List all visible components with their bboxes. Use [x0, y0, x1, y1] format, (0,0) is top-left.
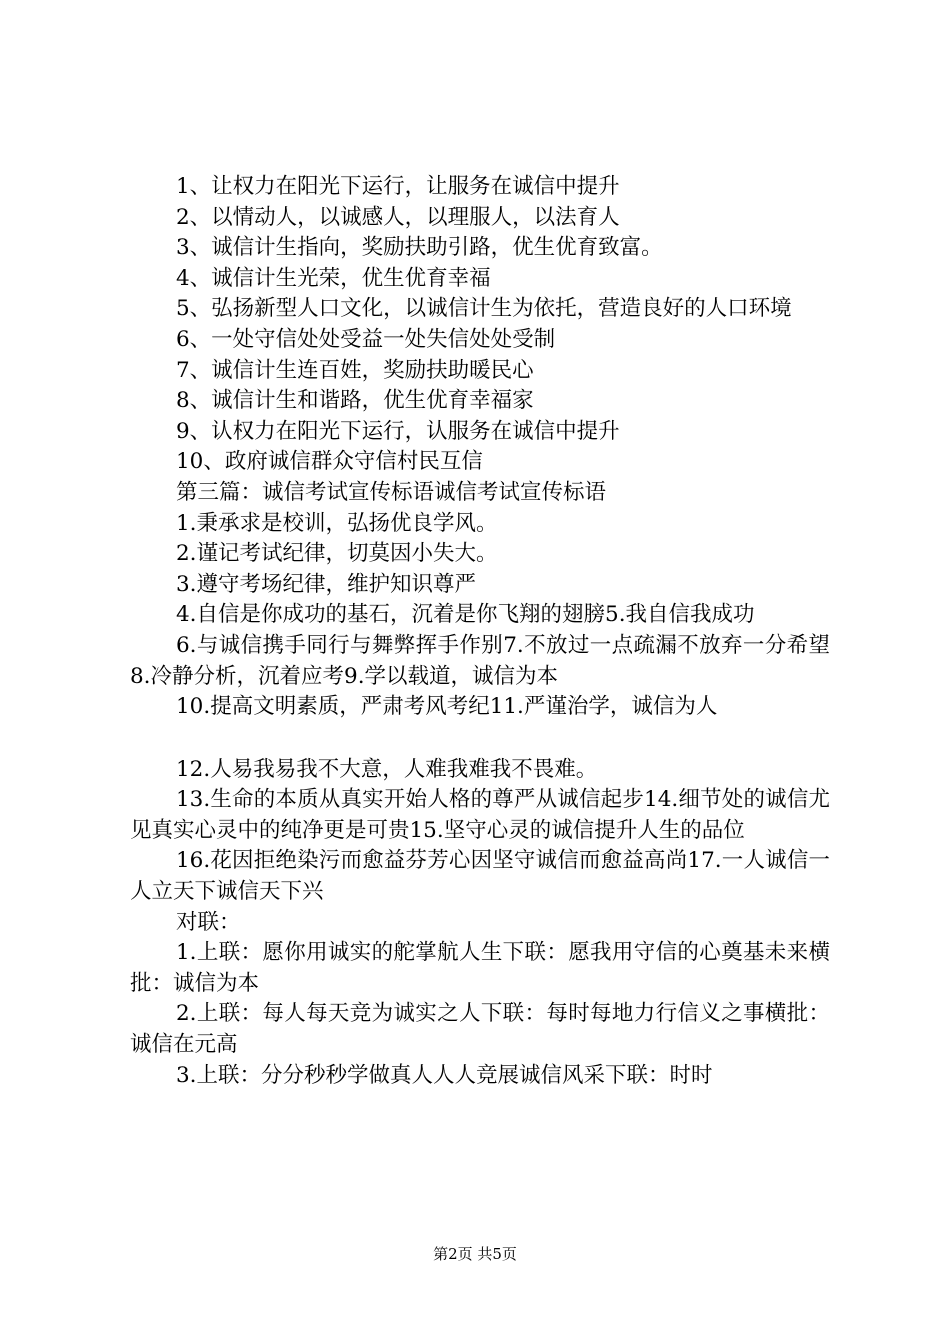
paragraph: 2.上联：每人每天竞为诚实之人下联：每时每地力行信义之事横批：诚信在元高 — [130, 1001, 830, 1058]
paragraph: 1、让权力在阳光下运行，让服务在诚信中提升 — [176, 174, 620, 199]
paragraph: 5、弘扬新型人口文化，以诚信计生为依托，营造良好的人口环境 — [176, 296, 792, 322]
paragraph: 2、以情动人，以诚感人，以理服人，以法育人 — [176, 204, 620, 230]
paragraph-group-bottom — [130, 755, 830, 1092]
paragraph: 1.秉承求是校训，弘扬优良学风。 — [176, 510, 498, 536]
paragraph-gap — [130, 723, 830, 755]
paragraph: 3.遵守考场纪律，维护知识尊严 — [176, 571, 477, 597]
paragraph: 6.与诚信携手同行与舞弊挥手作别7.不放过一点疏漏不放弃一分希望8.冷静分析，沉着应考9.学以载道，诚信为本 — [130, 632, 830, 689]
paragraph: 对联： — [176, 909, 241, 935]
paragraph: 6、一处守信处处受益一处失信处处受制 — [176, 326, 556, 352]
paragraph: 10、政府诚信群众守信村民互信 — [176, 449, 483, 475]
paragraph: 16.花因拒绝染污而愈益芬芳心因坚守诚信而愈益高尚17.一人诚信一人立天下诚信天下兴 — [130, 848, 830, 905]
page-number-footer: 第2页 共5页 — [433, 1245, 517, 1263]
paragraph: 4.自信是你成功的基石，沉着是你飞翔的翅膀5.我自信我成功 — [176, 602, 755, 628]
paragraph: 2.谨记考试纪律，切莫因小失大。 — [176, 541, 498, 567]
paragraph: 3、诚信计生指向，奖励扶助引路，优生优育致富。 — [176, 235, 663, 261]
paragraph: 1.上联：愿你用诚实的舵掌航人生下联：愿我用守信的心奠基未来横批：诚信为本 — [130, 940, 830, 996]
paragraph: 13.生命的本质从真实开始人格的尊严从诚信起步14.细节处的诚信尤见真实心灵中的纯净更是可贵15.坚守心灵的诚信提升人生的品位 — [130, 787, 830, 843]
paragraph: 8、诚信计生和谐路，优生优育幸福家 — [176, 388, 534, 414]
paragraph: 4、诚信计生光荣，优生优育幸福 — [176, 265, 491, 291]
paragraph: 第三篇：诚信考试宣传标语诚信考试宣传标语 — [176, 479, 607, 505]
document-body — [130, 172, 830, 1091]
paragraph-group-top — [130, 172, 830, 723]
paragraph: 10.提高文明素质，严肃考风考纪11.严谨治学，诚信为人 — [176, 694, 718, 720]
paragraph: 7、诚信计生连百姓，奖励扶助暖民心 — [176, 357, 534, 383]
paragraph: 3.上联：分分秒秒学做真人人人竞展诚信风采下联：时时 — [176, 1062, 713, 1088]
paragraph: 9、认权力在阳光下运行，认服务在诚信中提升 — [176, 418, 620, 444]
paragraph: 12.人易我易我不大意，人难我难我不畏难。 — [176, 756, 598, 782]
